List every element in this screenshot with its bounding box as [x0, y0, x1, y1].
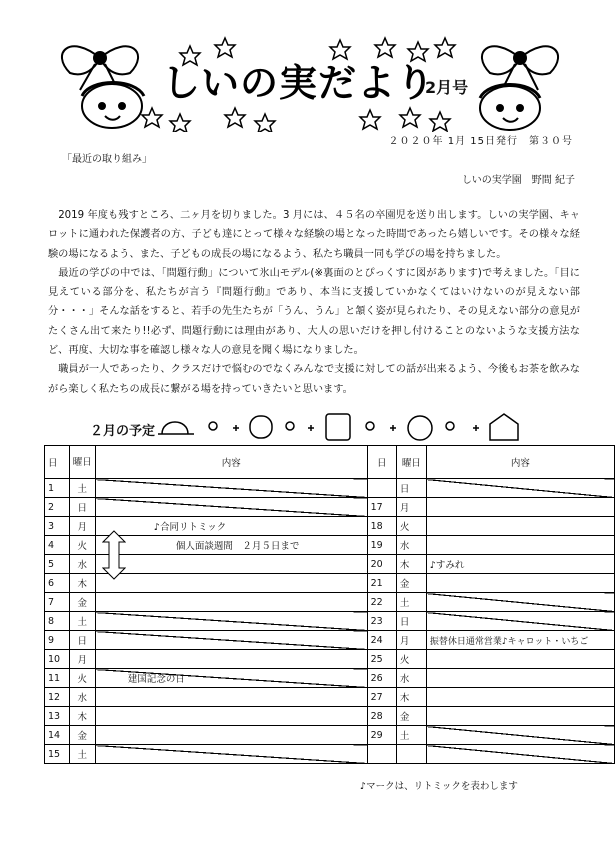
schedule-icons	[158, 410, 538, 444]
weekday-cell: 日	[69, 498, 95, 517]
header-content: 内容	[426, 446, 614, 479]
author-line: しいの実学園 野間 紀子	[461, 175, 575, 186]
content-cell	[95, 631, 367, 650]
day-cell: 6	[45, 574, 70, 593]
day-cell: 18	[367, 517, 396, 536]
day-cell: 21	[367, 574, 396, 593]
content-cell	[426, 688, 614, 707]
weekday-cell: 木	[69, 574, 95, 593]
table-row	[45, 536, 615, 555]
weekday-cell: 土	[396, 726, 426, 745]
weekday-cell: 水	[396, 669, 426, 688]
day-cell: 4	[45, 536, 70, 555]
table-row	[45, 650, 615, 669]
issue-line: ２０２０年 1月 15日発行 第３０号	[388, 136, 573, 147]
newsletter-title: しいの実だより	[162, 61, 436, 105]
header-dow: 曜日	[396, 446, 426, 479]
day-cell: 8	[45, 612, 70, 631]
weekday-cell: 金	[69, 726, 95, 745]
paragraph: 職員が一人であったり、クラスだけで悩むのでなくみんなで支援に対しての話が出来るよう、今後もお茶を飲みながら楽しく私たちの成長に繋がる場を持っていきたいと思います。	[48, 364, 580, 395]
weekday-cell: 水	[69, 555, 95, 574]
header-dow: 曜日	[69, 446, 95, 479]
weekday-cell: 木	[396, 555, 426, 574]
weekday-cell: 木	[396, 688, 426, 707]
content-cell	[95, 688, 367, 707]
weekday-cell: 火	[69, 536, 95, 555]
weekday-cell: 金	[396, 574, 426, 593]
weekday-cell: 土	[69, 479, 95, 498]
day-cell: 27	[367, 688, 396, 707]
content-cell	[426, 612, 614, 631]
weekday-cell: 金	[69, 593, 95, 612]
table-row	[45, 498, 615, 517]
table-row	[45, 517, 615, 536]
content-cell	[95, 650, 367, 669]
table-row	[45, 669, 615, 688]
day-cell: 10	[45, 650, 70, 669]
content-cell: 建国記念の日	[95, 669, 367, 688]
day-cell: 28	[367, 707, 396, 726]
weekday-cell: 火	[396, 650, 426, 669]
day-cell: 25	[367, 650, 396, 669]
content-cell	[426, 517, 614, 536]
table-row	[45, 479, 615, 498]
content-cell: ♪合同リトミック	[95, 517, 367, 536]
child-face-icon	[408, 416, 432, 440]
footer-note: ♪マークは、リトミックを表わします	[360, 781, 518, 792]
day-cell	[367, 745, 396, 764]
weekday-cell: 日	[396, 612, 426, 631]
day-cell: 2	[45, 498, 70, 517]
day-cell: 9	[45, 631, 70, 650]
table-row	[45, 707, 615, 726]
content-cell	[95, 498, 367, 517]
day-cell: 3	[45, 517, 70, 536]
content-cell: 振替休日通常営業♪キャロット・いちご	[426, 631, 614, 650]
hat-icon	[158, 422, 194, 434]
weekday-cell: 土	[69, 745, 95, 764]
content-cell	[95, 726, 367, 745]
table-row	[45, 726, 615, 745]
content-cell: 個人面談週間 ２月５日まで	[95, 536, 367, 555]
school-building-icon	[490, 414, 518, 440]
table-row	[45, 631, 615, 650]
weekday-cell: 日	[396, 479, 426, 498]
weekday-cell: 水	[69, 688, 95, 707]
flower-icon	[209, 422, 217, 430]
table-row	[45, 593, 615, 612]
weekday-cell: 火	[69, 669, 95, 688]
paragraph: 最近の学びの中では、「問題行動」について氷山モデル(※裏面のとぴっくすに図があります)で考えました。「目に見えている部分を、私たちが言う『問題行動』であり、本当に支援していかなくてはいけないのが見えない部分・・・」そんな話をすると、若手の先生たちが「うん、うん」と頷く姿が見られたり、その見えない部分の意見がたくさん出て来たり!!必ず、問題行動には理由があり、大人の思いだけを押し付けることのないような支援方法など、再度、大切な事を確認し様々な人の意見を聞く場になりました。	[48, 267, 580, 357]
weekday-cell: 月	[396, 498, 426, 517]
content-cell	[95, 612, 367, 631]
content-cell: ♪すみれ	[426, 555, 614, 574]
content-cell	[95, 479, 367, 498]
day-cell: 11	[45, 669, 70, 688]
day-cell	[367, 479, 396, 498]
weekday-cell: 月	[69, 517, 95, 536]
weekday-cell	[396, 745, 426, 764]
double-arrow-icon	[102, 530, 126, 580]
day-cell: 23	[367, 612, 396, 631]
day-cell: 26	[367, 669, 396, 688]
day-cell: 1	[45, 479, 70, 498]
content-cell	[426, 707, 614, 726]
weekday-cell: 土	[396, 593, 426, 612]
article-body	[48, 206, 580, 399]
weekday-cell: 月	[69, 650, 95, 669]
schedule-title: ２月の予定	[90, 424, 156, 439]
issue-month: 2月号	[425, 78, 469, 97]
school-bag-icon	[326, 414, 350, 440]
weekday-cell: 月	[396, 631, 426, 650]
header-day: 日	[367, 446, 396, 479]
content-cell	[426, 574, 614, 593]
weekday-cell: 土	[69, 612, 95, 631]
bear-face-icon	[250, 416, 272, 438]
header-content: 内容	[95, 446, 367, 479]
weekday-cell: 水	[396, 536, 426, 555]
weekday-cell: 日	[69, 631, 95, 650]
paragraph: 2019 年度も残すところ、二ヶ月を切りました。3 月には、４５名の卒園児を送り出します。しいの実学園、キャロットに通われた保護者の方、子ども達にとって様々な経験の場となった時間であったら嬉しいです。その様々な経験の場になるよう、また、子どもの成長の場になるよう、私たち職員一同も学びの場を持ちました。	[48, 210, 580, 260]
day-cell: 15	[45, 745, 70, 764]
day-cell: 5	[45, 555, 70, 574]
day-cell: 22	[367, 593, 396, 612]
content-cell	[426, 593, 614, 612]
content-cell	[426, 726, 614, 745]
table-row	[45, 612, 615, 631]
content-cell	[426, 536, 614, 555]
content-cell	[426, 479, 614, 498]
schedule-table	[44, 445, 615, 764]
content-cell	[95, 745, 367, 764]
content-cell	[95, 593, 367, 612]
day-cell: 29	[367, 726, 396, 745]
day-cell: 24	[367, 631, 396, 650]
content-cell	[95, 707, 367, 726]
asterisk-icon	[233, 425, 239, 431]
content-cell	[95, 555, 367, 574]
content-cell	[426, 650, 614, 669]
content-cell	[426, 745, 614, 764]
content-cell	[426, 669, 614, 688]
header-day: 日	[45, 446, 70, 479]
table-row	[45, 688, 615, 707]
day-cell: 14	[45, 726, 70, 745]
table-row	[45, 745, 615, 764]
table-row	[45, 574, 615, 593]
table-row	[45, 555, 615, 574]
day-cell: 12	[45, 688, 70, 707]
day-cell: 13	[45, 707, 70, 726]
day-cell: 17	[367, 498, 396, 517]
weekday-cell: 金	[396, 707, 426, 726]
day-cell: 19	[367, 536, 396, 555]
weekday-cell: 木	[69, 707, 95, 726]
content-cell	[95, 574, 367, 593]
section-heading: 「最近の取り組み」	[62, 154, 152, 165]
day-cell: 20	[367, 555, 396, 574]
content-cell	[426, 498, 614, 517]
weekday-cell: 火	[396, 517, 426, 536]
day-cell: 7	[45, 593, 70, 612]
